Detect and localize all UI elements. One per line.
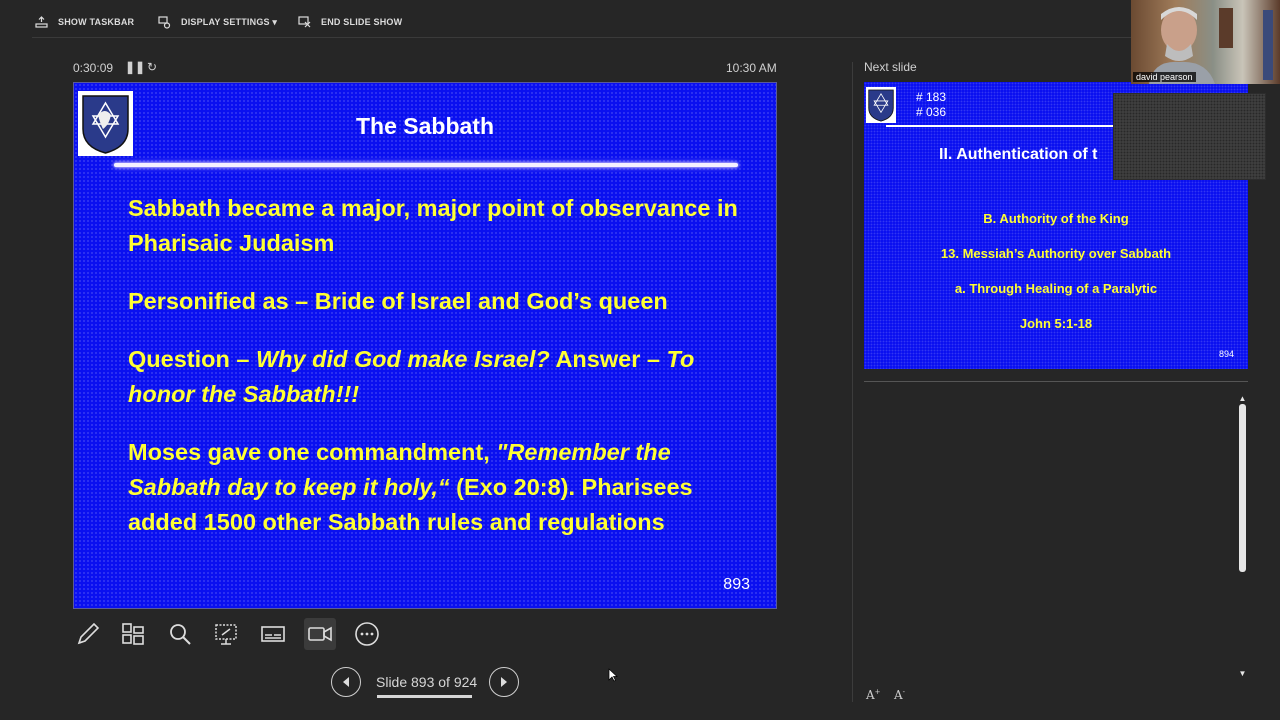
bullet-4-quote: "Remember the Sabbath day to keep it holy,“ xyxy=(128,439,671,500)
next-slide-button[interactable] xyxy=(489,667,519,697)
decrease-font-button[interactable] xyxy=(894,688,905,702)
next-slide-label: Next slide xyxy=(864,60,917,74)
bullet-4-intro: Moses gave one commandment, xyxy=(128,439,497,465)
bullet-3-answer: Answer – xyxy=(549,346,667,372)
next-slide-heading: II. Authentication of t xyxy=(939,146,1098,163)
show-taskbar-button[interactable] xyxy=(35,14,134,30)
zoom-button[interactable] xyxy=(164,618,196,650)
next-slide-line-1: B. Authority of the King xyxy=(983,211,1129,226)
pen-tool-button[interactable] xyxy=(72,618,104,650)
end-slide-show-button[interactable] xyxy=(298,14,402,30)
pen-icon xyxy=(75,621,101,647)
display-settings-icon xyxy=(158,16,171,29)
increase-font-button[interactable] xyxy=(866,688,881,702)
presenter-name: david pearson xyxy=(1133,72,1196,82)
next-slide-ref-1: # 183 xyxy=(916,90,947,104)
slide-counter-underline xyxy=(377,695,472,698)
next-arrow-icon xyxy=(498,676,510,688)
mouse-cursor-icon xyxy=(608,668,618,682)
next-slide-number: 894 xyxy=(1218,349,1234,359)
slide-body xyxy=(128,191,748,563)
current-slide[interactable] xyxy=(73,82,777,609)
clock: 10:30 AM xyxy=(726,61,777,75)
camera-icon xyxy=(307,621,333,647)
subtitles-button[interactable] xyxy=(257,618,289,650)
taskbar-icon xyxy=(35,16,48,29)
panel-divider xyxy=(852,62,853,702)
bullet-2: Personified as – Bride of Israel and God’s queen xyxy=(128,288,668,314)
notes-scrollbar-thumb[interactable] xyxy=(1239,404,1246,572)
more-options-button[interactable] xyxy=(351,618,383,650)
lion-shield-icon xyxy=(866,87,896,123)
slide-number: 893 xyxy=(723,576,750,593)
next-slide-line-4: John 5:1-18 xyxy=(1019,316,1093,331)
bullet-3 xyxy=(128,342,748,412)
notes-divider xyxy=(864,381,1248,382)
bullet-1: Sabbath became a major, major point of observance in Pharisaic Judaism xyxy=(128,195,738,256)
decrease-font-icon: A- xyxy=(894,688,906,702)
webcam-feed xyxy=(1131,0,1280,84)
slide-title: The Sabbath xyxy=(355,113,494,139)
scroll-up-arrow[interactable]: ▲ xyxy=(1238,394,1247,403)
end-slide-show-label: END SLIDE SHOW xyxy=(321,17,403,27)
elapsed-timer: 0:30:09 xyxy=(73,61,114,75)
bullet-4-rest: (Exo 20:8). Pharisees added 1500 other Sabbath rules and regulations xyxy=(128,474,693,535)
pause-icon: ❚❚ xyxy=(125,60,146,74)
title-underline xyxy=(114,163,738,167)
slide-counter[interactable]: Slide 893 of 924 xyxy=(376,674,478,690)
camera-toggle-button[interactable] xyxy=(304,618,336,650)
next-slide-ref-2: # 036 xyxy=(916,105,947,119)
see-all-slides-button[interactable] xyxy=(117,618,149,650)
subtitles-icon xyxy=(260,621,286,647)
restart-icon: ↻ xyxy=(147,60,158,74)
restart-timer-button[interactable] xyxy=(147,60,157,74)
end-show-icon xyxy=(298,16,311,29)
display-settings-label: DISPLAY SETTINGS ▾ xyxy=(181,16,278,27)
next-slide-line-2: 13. Messiah’s Authority over Sabbath xyxy=(940,246,1172,261)
bullet-3-answer-text: To honor the Sabbath!!! xyxy=(128,346,695,407)
pause-timer-button[interactable] xyxy=(125,60,145,74)
zoom-icon xyxy=(167,621,193,647)
previous-arrow-icon xyxy=(340,676,352,688)
previous-slide-button[interactable] xyxy=(331,667,361,697)
toolbar-divider xyxy=(32,37,1132,38)
video-overlay xyxy=(1113,93,1266,180)
laser-pointer-icon xyxy=(213,621,239,647)
next-slide-logo xyxy=(866,87,896,123)
next-slide-line-3: a. Through Healing of a Paralytic xyxy=(954,281,1158,296)
laser-pointer-button[interactable] xyxy=(210,618,242,650)
bullet-3-question: Question – xyxy=(128,346,256,372)
bullet-4 xyxy=(128,435,748,540)
speaker-notes-area[interactable] xyxy=(864,392,1234,682)
display-settings-button[interactable] xyxy=(158,14,277,30)
slides-grid-icon xyxy=(120,621,146,647)
show-taskbar-label: SHOW TASKBAR xyxy=(58,17,135,27)
bullet-3-question-text: Why did God make Israel? xyxy=(255,346,550,372)
more-options-icon xyxy=(354,621,380,647)
increase-font-icon: A+ xyxy=(866,688,881,702)
scroll-down-arrow[interactable]: ▼ xyxy=(1238,669,1247,678)
